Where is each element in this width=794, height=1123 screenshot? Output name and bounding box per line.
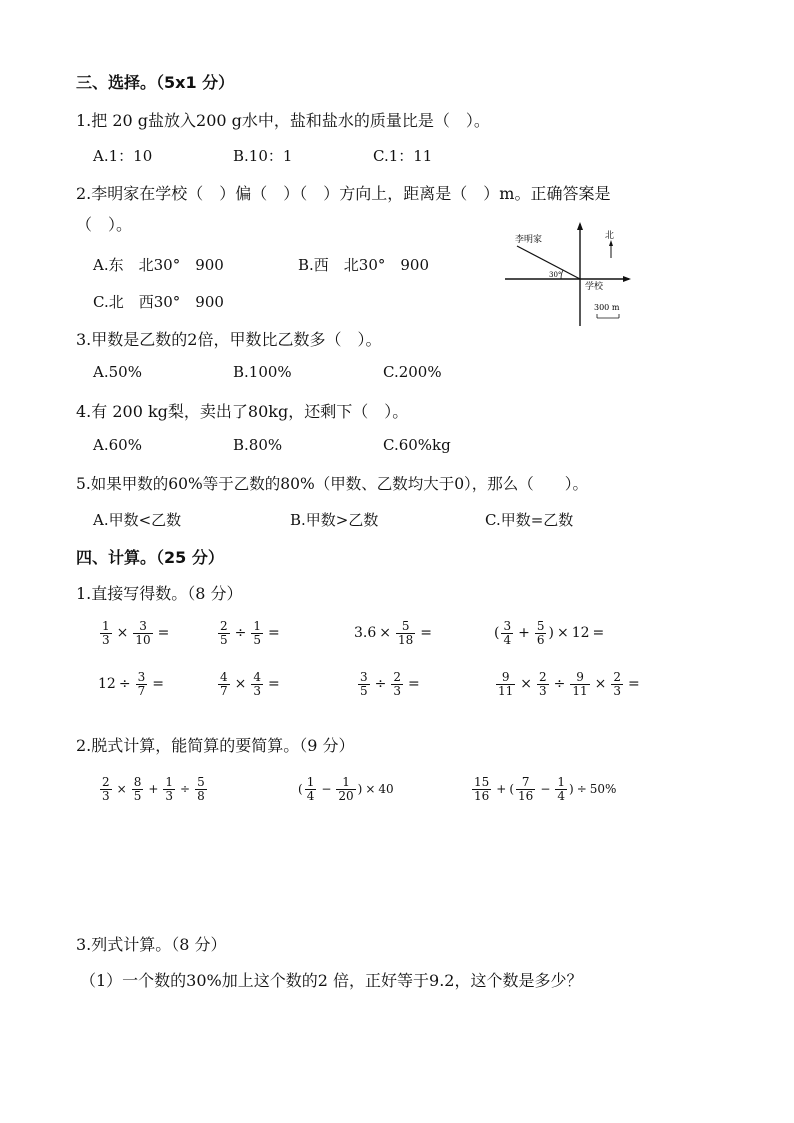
diagram-angle-label: 30° [549, 271, 562, 279]
direction-diagram [505, 222, 645, 326]
q3-text: 3.甲数是乙数的2倍，甲数比乙数多（ ）。 [76, 330, 382, 349]
q1-text: 1.把 20 g盐放入200 g水中，盐和盐水的质量比是（ ）。 [76, 111, 490, 130]
q1-option-b: B.10：1 [233, 147, 293, 165]
diagram-home-label: 李明家 [515, 235, 543, 245]
direct-expr-4: ( $\frac{3}{4}$ + $\frac{5}{6}$ ) × 12 = [494, 619, 605, 647]
direct-expr-5: 12 ÷ $\frac{3}{7}$ = [98, 670, 164, 698]
diagram-school-label: 学校 [585, 282, 604, 292]
q2-option-c: C.北 西30° 900 [93, 293, 224, 311]
direct-expr-6: $\frac{4}{7}$ × $\frac{4}{3}$ = [220, 670, 280, 698]
stepwise-expr-1: $\frac{2}{3}$ × $\frac{8}{5}$ + $\frac{1}{3}$ ÷ $\frac{5}{8}$ [102, 775, 205, 803]
q3-option-a: A.50% [93, 363, 142, 381]
q5-text: 5.如果甲数的60%等于乙数的80%（甲数、乙数均大于0），那么（ ）。 [76, 475, 589, 493]
q5-option-a: A.甲数<乙数 [93, 511, 182, 529]
q2-option-b: B.西 北30° 900 [298, 256, 430, 274]
section-3-title: 三、选择。（5x1 分） [76, 73, 235, 92]
stepwise-calc-heading: 2.脱式计算，能简算的要简算。（9 分） [76, 736, 355, 755]
q4-option-c: C.60%kg [383, 436, 451, 454]
diagram-scale-label: 300 m [594, 303, 620, 312]
diagram-north-label: 北 [605, 231, 615, 241]
direct-expr-3: 3.6 × $\frac{5}{18}$ = [354, 619, 433, 647]
list-calc-question-1: （1）一个数的30%加上这个数的2 倍，正好等于9.2，这个数是多少？ [80, 971, 583, 990]
q4-text: 4.有 200 kg梨，卖出了80kg，还剩下（ ）。 [76, 402, 409, 421]
direct-expr-1: $\frac{1}{3}$ × $\frac{3}{10}$ = [102, 619, 170, 647]
q2-text-cont: （ ）。 [76, 215, 133, 234]
q4-option-b: B.80% [233, 436, 283, 454]
direct-calc-heading: 1.直接写得数。（8 分） [76, 584, 243, 603]
q1-option-a: A.1：10 [93, 147, 153, 165]
direct-expr-2: $\frac{2}{5}$ ÷ $\frac{1}{5}$ = [220, 619, 280, 647]
q5-option-b: B.甲数>乙数 [290, 511, 379, 529]
direct-expr-8: $\frac{9}{11}$ × $\frac{2}{3}$ ÷ $\frac{9}{11}$ × $\frac{2}{3}$ = [498, 670, 640, 698]
q2-text: 2.李明家在学校（ ）偏（ ）（ ）方向上，距离是（ ）m。正确答案是 [76, 184, 611, 203]
q2-option-a: A.东 北30° 900 [93, 256, 224, 274]
q3-option-c: C.200% [383, 363, 442, 381]
q3-option-b: B.100% [233, 363, 292, 381]
list-calc-heading: 3.列式计算。（8 分） [76, 935, 227, 954]
stepwise-expr-3: $\frac{15}{16}$ + ( $\frac{7}{16}$ − $\frac{1}{4}$ ) ÷ 50% [474, 775, 617, 803]
stepwise-expr-2: ( $\frac{1}{4}$ − $\frac{1}{20}$ ) × 40 [298, 775, 394, 803]
q1-option-c: C.1：11 [373, 147, 433, 165]
q4-option-a: A.60% [93, 436, 142, 454]
direct-expr-7: $\frac{3}{5}$ ÷ $\frac{2}{3}$ = [360, 670, 420, 698]
q5-option-c: C.甲数=乙数 [485, 511, 574, 529]
section-4-title: 四、计算。（25 分） [76, 548, 224, 567]
